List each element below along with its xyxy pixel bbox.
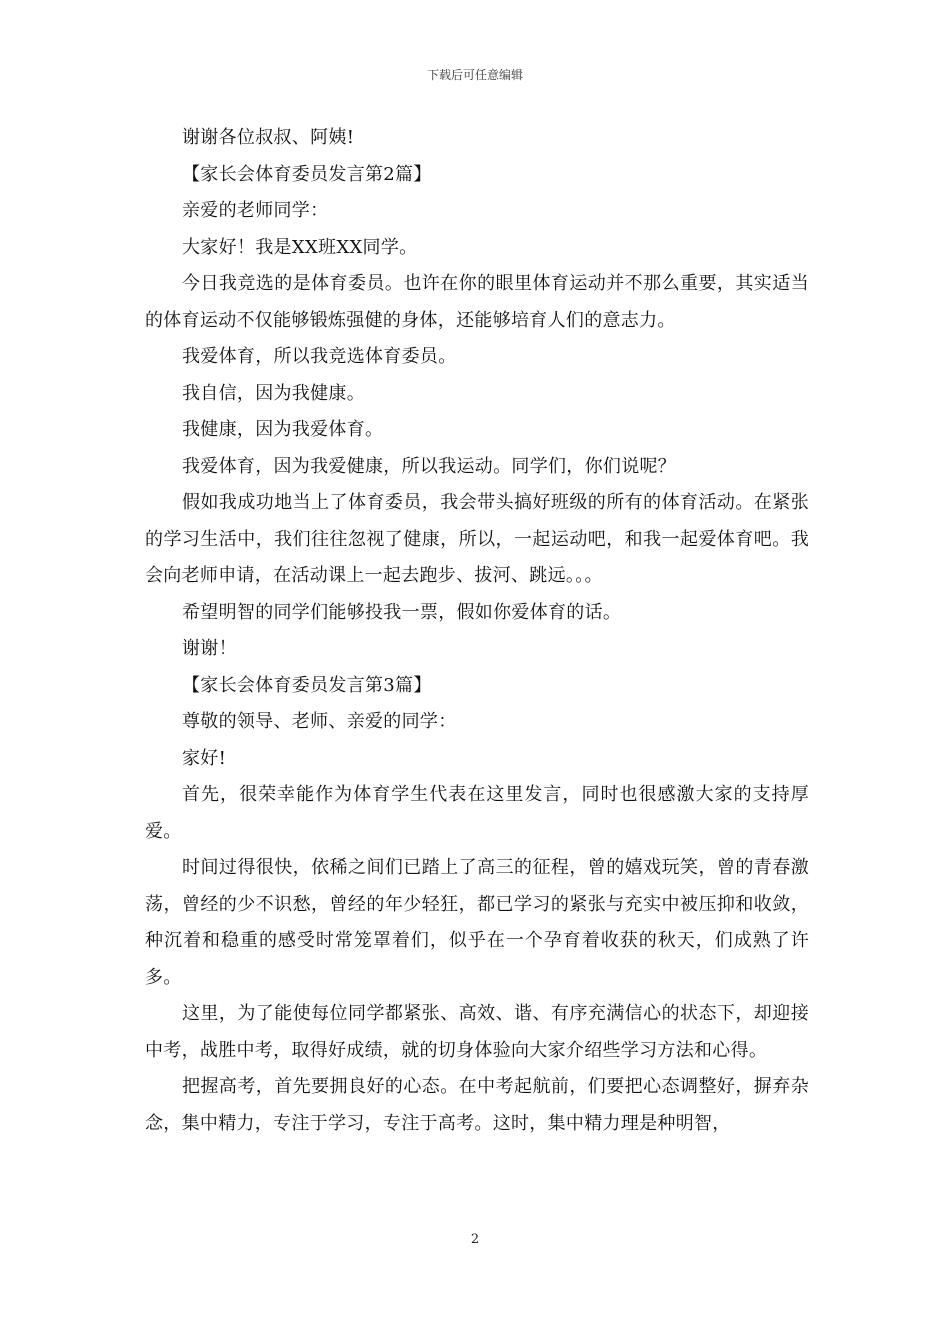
paragraph-time: 时间过得很快，依稀之间们已踏上了高三的征程，曾的嬉戏玩笑，曾的青春激荡，曾经的少不识愁，曾经的年少轻狂，都已学习的紧张与充实中被压抑和收敛，种沉着和稳重的感受时常笼罩着们，似乎在一个孕育着收获的秋天，们成熟了许多。 — [145, 857, 809, 988]
paragraph-love-sports: 我爱体育，所以我竞选体育委员。 — [182, 346, 457, 367]
paragraph-vote: 希望明智的同学们能够投我一票，假如你爱体育的话。 — [182, 601, 622, 623]
document-body — [145, 120, 809, 1142]
paragraph-candidacy: 今日我竞选的是体育委员。也许在你的眼里体育运动并不那么重要，其实适当的体育运动不仅能够锻炼强健的身体，还能够培育人们的意志力。 — [145, 273, 809, 331]
page-header: 下载后可任意编辑 — [426, 68, 523, 82]
section-title-2: 【家长会体育委员发言第2篇】 — [182, 163, 432, 185]
paragraph-hello: 家好! — [182, 747, 227, 769]
paragraph-thanks-elders: 谢谢各位叔叔、阿姨! — [182, 127, 355, 148]
paragraph-salutation: 尊敬的领导、老师、亲爱的同学： — [182, 711, 457, 732]
paragraph-confident: 我自信，因为我健康。 — [182, 382, 365, 404]
paragraph-thanks: 谢谢！ — [182, 638, 237, 659]
section-title-3: 【家长会体育委员发言第3篇】 — [182, 674, 432, 696]
paragraph-question: 我爱体育，因为我爱健康，所以我运动。同学们，你们说呢？ — [182, 455, 677, 477]
paragraph-methods: 这里，为了能使每位同学都紧张、高效、谐、有序充满信心的状态下，却迎接中考，战胜中考，取得好成绩，就的切身体验向大家介绍些学习方法和心得。 — [145, 1003, 809, 1061]
page-number: 2 — [470, 1232, 480, 1247]
paragraph-intro: 大家好！我是XX班XX同学。 — [182, 236, 418, 258]
paragraph-honor: 首先，很荣幸能作为体育学生代表在这里发言，同时也很感激大家的支持厚爱。 — [145, 784, 809, 842]
paragraph-mindset: 把握高考，首先要拥良好的心态。在中考起航前，们要把心态调整好，摒弃杂念，集中精力，专注于学习，专注于高考。这时，集中精力理是种明智， — [145, 1076, 809, 1134]
paragraph-plan: 假如我成功地当上了体育委员，我会带头搞好班级的所有的体育活动。在紧张的学习生活中，我们往往忽视了健康，所以，一起运动吧，和我一起爱体育吧。我会向老师申请，在活动课上一起去跑步、拔河、跳远。。。 — [145, 492, 809, 586]
paragraph-healthy: 我健康，因为我爱体育。 — [182, 419, 384, 440]
paragraph-greeting: 亲爱的老师同学： — [182, 200, 329, 221]
